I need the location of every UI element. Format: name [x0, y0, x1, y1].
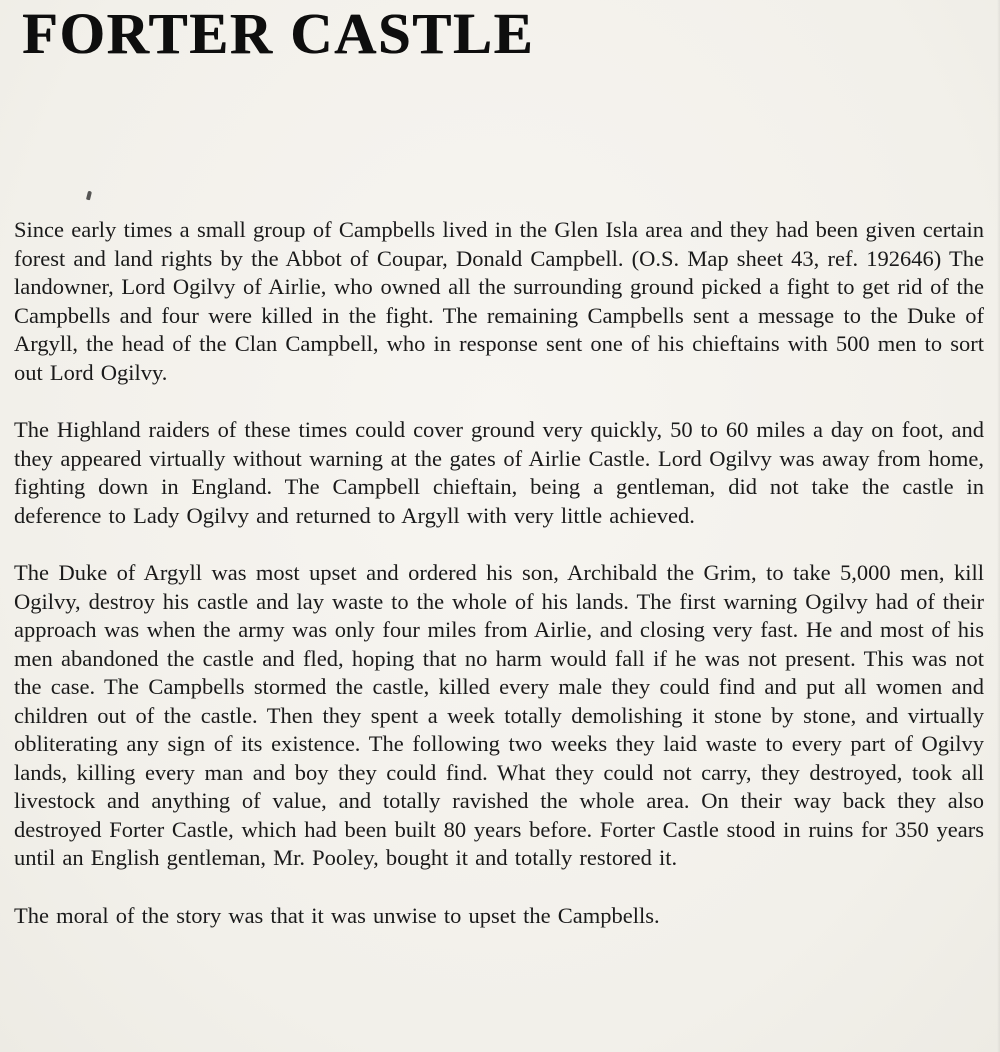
paragraph: The Highland raiders of these times could cover ground very quickly, 50 to 60 miles a day on foot, and they appeared virtually without warning at the gates of Airlie Castle. Lord Ogilvy was away from home, fighting down in England. The Campbell chieftain, being a gentleman, did not take the castle in deference to Lady Ogilvy and returned to Argyll with very little achieved. — [14, 417, 984, 528]
document-title: FORTER CASTLE — [22, 1, 535, 66]
paragraph-moral: The moral of the story was that it was unwise to upset the Campbells. — [14, 902, 660, 928]
paragraph: Since early times a small group of Campbells lived in the Glen Isla area and they had been given certain forest and land rights by the Abbot of Coupar, Donald Campbell. (O.S. Map sheet 43, ref. 192646) The landowner, Lord Ogilvy of Airlie, who owned all the surrounding ground picked a fight to get rid of the Campbells and four were killed in the fight. The remaining Campbells sent a message to the Duke of Argyll, the head of the Clan Campbell, who in response sent one of his chieftains with 500 men to sort out Lord Ogilvy. — [14, 217, 984, 385]
paragraph: The Duke of Argyll was most upset and ordered his son, Archibald the Grim, to take 5,000 men, kill Ogilvy, destroy his castle and lay waste to the whole of his lands. The first warning Ogilvy had of their approach was when the army was only four miles from Airlie, and closing very fast. He and most of his men abandoned the castle and fled, hoping that no harm would fall if he was not present. This was not the case. The Campbells stormed the castle, killed every male they could find and put all women and children out of the castle. Then they spent a week totally demolishing it stone by stone, and virtually obliterating any sign of its existence. The following two weeks they laid waste to every part of Ogilvy lands, killing every man and boy they could find. What they could not carry, they destroyed, took all livestock and anything of value, and totally ravished the whole area. On their way back they also destroyed Forter Castle, which had been built 80 years before. Forter Castle stood in ruins for 350 years until an English gentleman, Mr. Pooley, bought it and totally restored it. — [14, 560, 984, 870]
scan-artifact-speck — [86, 191, 92, 201]
document-body — [0, 216, 1000, 930]
